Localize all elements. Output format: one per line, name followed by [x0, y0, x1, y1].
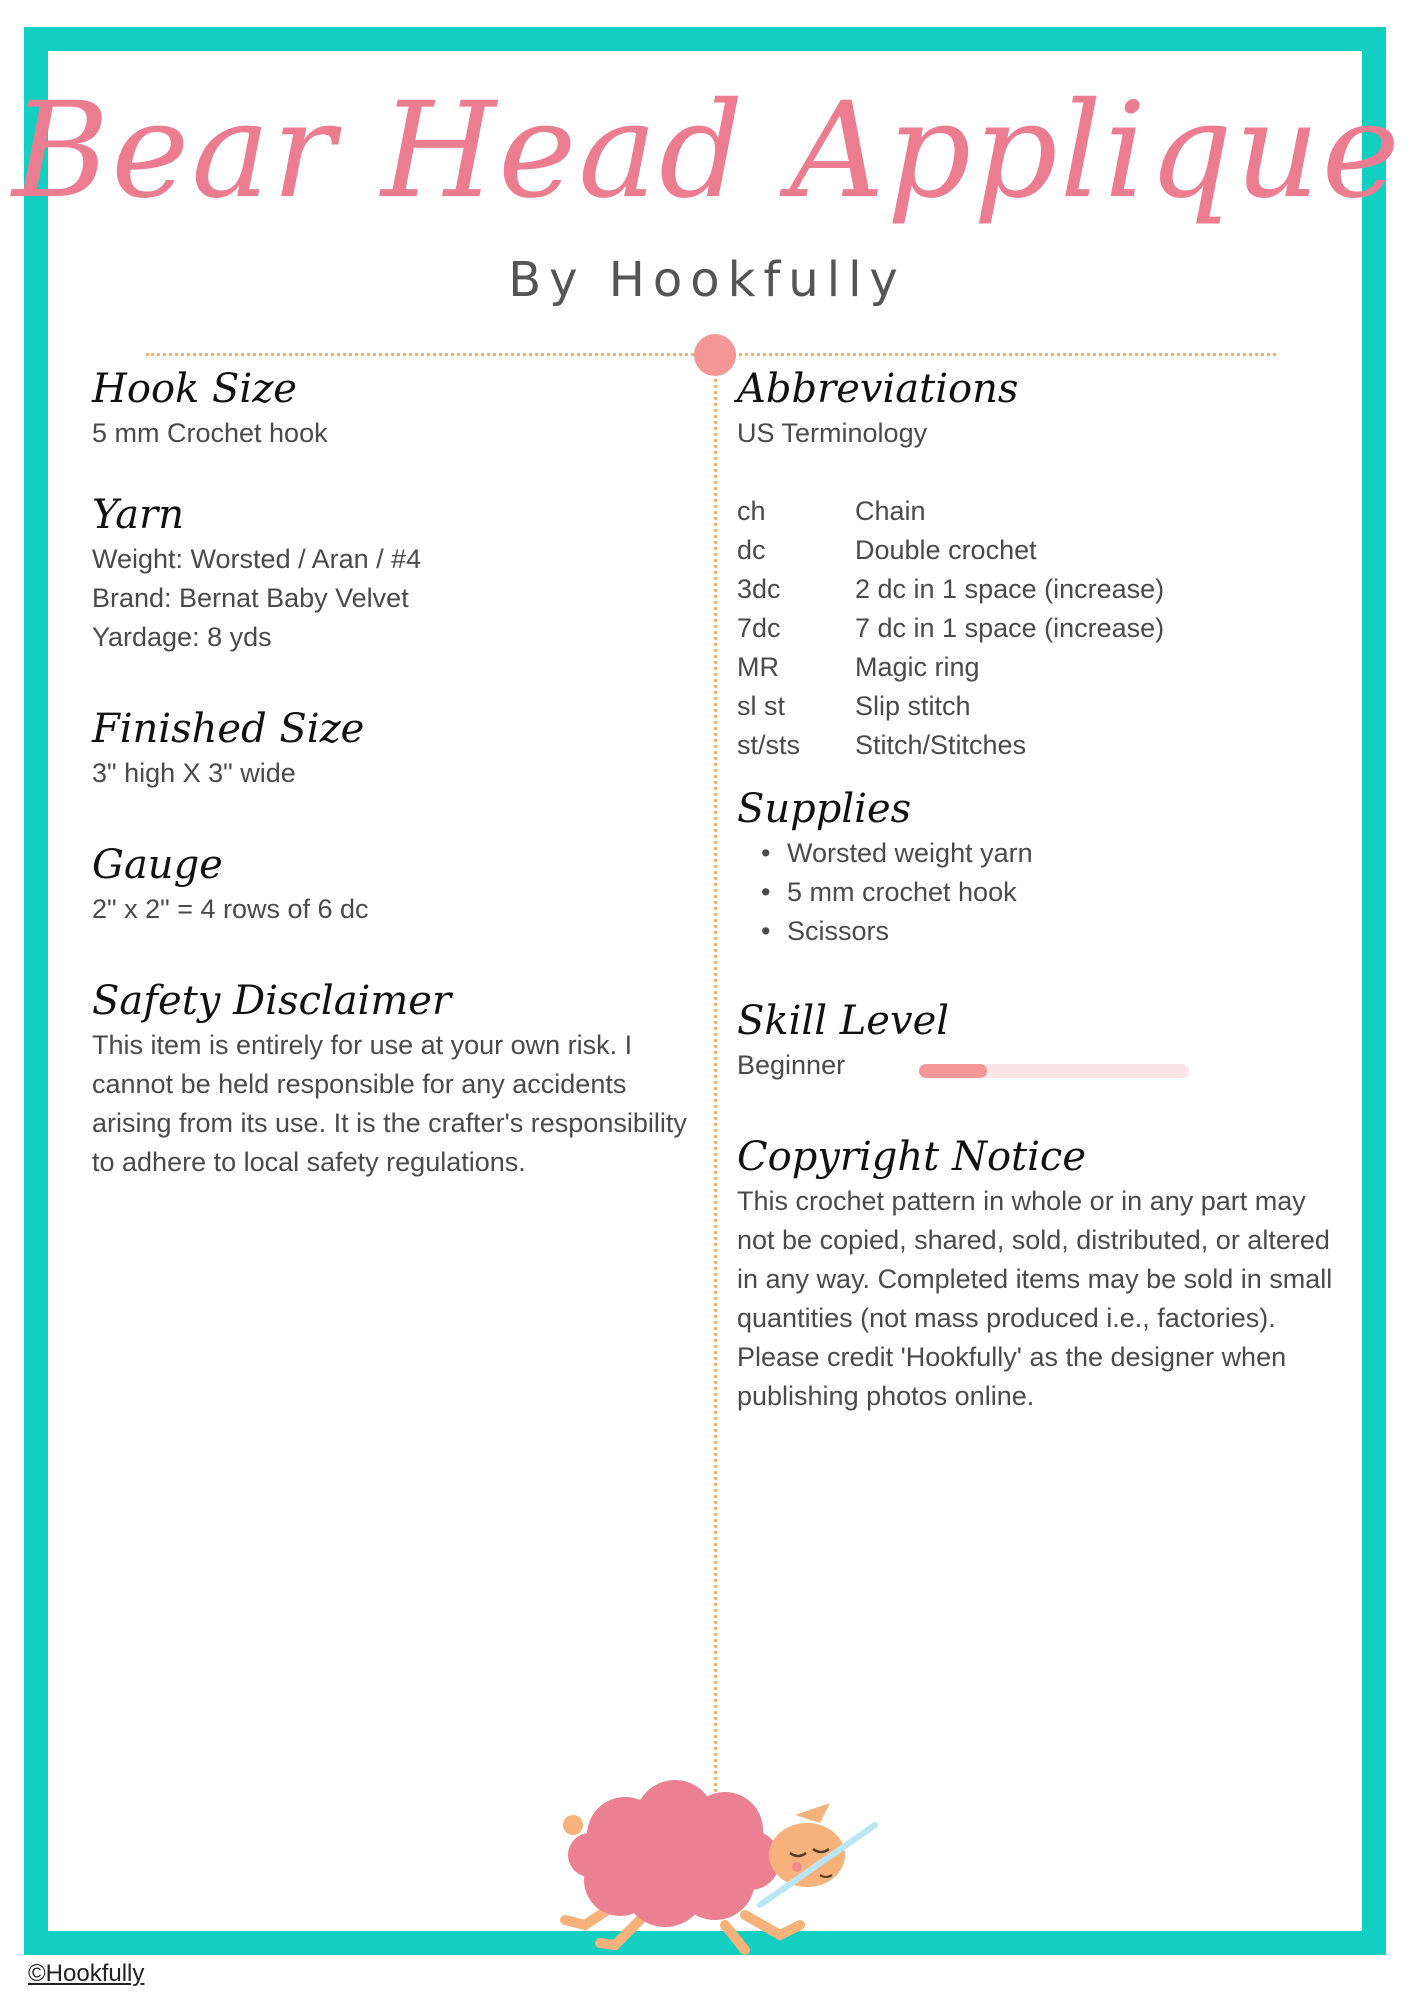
- supplies-section: [737, 784, 1347, 951]
- copyright-heading: Copyright Notice: [737, 1134, 1086, 1180]
- safety-section: [92, 976, 702, 1182]
- skill-level-heading: Skill Level: [737, 998, 950, 1044]
- finished-size-value: 3" high X 3" wide: [92, 758, 296, 788]
- vertical-divider: [714, 362, 717, 1792]
- skill-level-bar: [919, 1064, 1189, 1078]
- supplies-list: [737, 834, 1347, 951]
- gauge-section: [92, 840, 712, 929]
- yarn-yardage: Yardage: 8 yds: [92, 622, 272, 652]
- footer-copyright: ©Hookfully: [28, 1960, 145, 1987]
- abbr-meaning: Double crochet: [855, 535, 1037, 565]
- supply-item: • 5 mm crochet hook: [761, 877, 1017, 907]
- abbr-key: MR: [737, 652, 779, 682]
- abbreviation-row: [737, 609, 1347, 648]
- skill-level-bar-fill: [919, 1064, 987, 1078]
- abbr-key: ch: [737, 496, 766, 526]
- page-title: Bear Head Applique: [12, 74, 1402, 228]
- abbr-meaning: 7 dc in 1 space (increase): [855, 613, 1165, 643]
- yarn-brand: Brand: Bernat Baby Velvet: [92, 583, 409, 613]
- abbreviation-row: [737, 531, 1347, 570]
- finished-size-heading: Finished Size: [92, 706, 365, 752]
- terminology-label: US Terminology: [737, 418, 928, 448]
- abbr-meaning: Stitch/Stitches: [855, 730, 1027, 760]
- abbr-meaning: 2 dc in 1 space (increase): [855, 574, 1165, 604]
- abbreviation-row: [737, 726, 1347, 765]
- yarn-weight: Weight: Worsted / Aran / #4: [92, 544, 422, 574]
- hook-size-value: 5 mm Crochet hook: [92, 418, 328, 448]
- abbr-meaning: Chain: [855, 496, 926, 526]
- abbreviation-row: [737, 687, 1347, 726]
- supply-item-label: 5 mm crochet hook: [787, 877, 1017, 907]
- yarn-heading: Yarn: [92, 492, 185, 538]
- hook-size-section: [92, 364, 712, 453]
- copyright-section: [737, 1132, 1347, 1416]
- abbreviations-heading: Abbreviations: [737, 366, 1019, 412]
- skill-level-section: [737, 996, 1347, 1085]
- copyright-text: This crochet pattern in whole or in any part may not be copied, shared, sold, distributed, or altered in any way. Completed items may be sold in small quantities (not mass produced i.e., factories). Please credit 'Hookfully' as the designer when publishing photos online.: [737, 1186, 1333, 1411]
- skill-level-row: [737, 1046, 1347, 1085]
- abbr-key: 3dc: [737, 574, 781, 604]
- supplies-heading: Supplies: [737, 786, 912, 832]
- abbreviations-section: [737, 364, 1347, 765]
- yarn-section: [92, 490, 712, 657]
- abbr-key: sl st: [737, 691, 786, 721]
- sheep-tail: [563, 1815, 583, 1835]
- supply-item-label: Scissors: [787, 916, 890, 946]
- sheep-wool: [568, 1780, 780, 1927]
- supply-item-label: Worsted weight yarn: [787, 838, 1033, 868]
- gauge-value: 2" x 2" = 4 rows of 6 dc: [92, 894, 369, 924]
- abbreviation-row: [737, 570, 1347, 609]
- gauge-heading: Gauge: [92, 842, 223, 888]
- hook-size-heading: Hook Size: [92, 366, 297, 412]
- abbreviation-row: [737, 492, 1347, 531]
- abbr-key: st/sts: [737, 730, 801, 760]
- author-byline: By Hookfully: [508, 252, 906, 308]
- supply-item: • Scissors: [761, 916, 890, 946]
- abbr-key: 7dc: [737, 613, 781, 643]
- safety-heading: Safety Disclaimer: [92, 978, 452, 1024]
- abbreviation-row: [737, 648, 1347, 687]
- abbr-meaning: Slip stitch: [855, 691, 971, 721]
- finished-size-section: [92, 704, 712, 793]
- abbr-key: dc: [737, 535, 766, 565]
- sheep-illustration: [545, 1775, 925, 1955]
- safety-text: This item is entirely for use at your own risk. I cannot be held responsible for any accidents arising from its use. It is the crafter's responsibility to adhere to local safety regulations.: [92, 1030, 687, 1177]
- supply-item: • Worsted weight yarn: [761, 838, 1033, 868]
- abbr-meaning: Magic ring: [855, 652, 980, 682]
- skill-level-value: Beginner: [737, 1050, 846, 1080]
